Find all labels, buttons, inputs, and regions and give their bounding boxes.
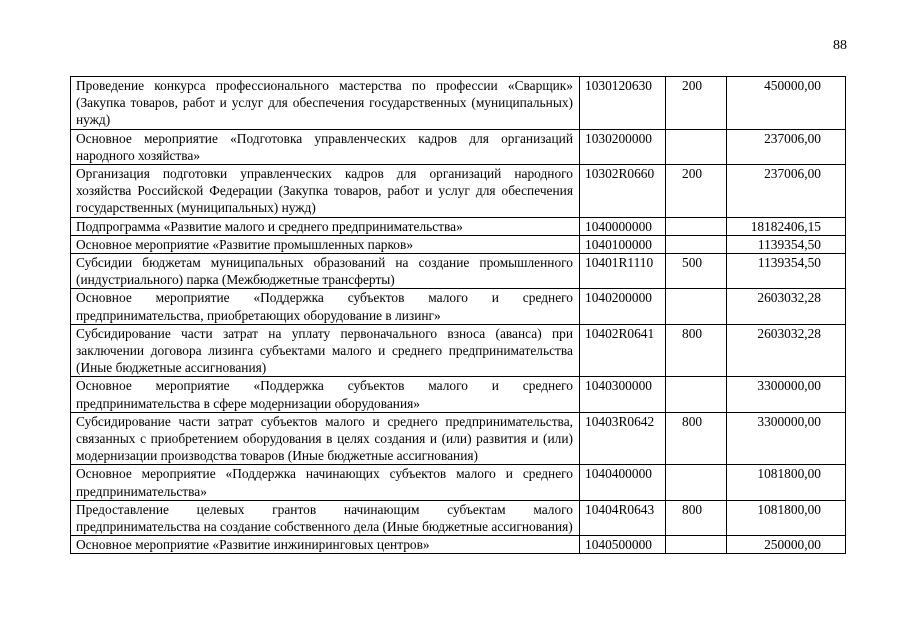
table-row-4 [71, 217, 846, 235]
row-name-cell: Основное мероприятие «Поддержка субъектов малого и среднего предпринимательства, приобретающих оборудование в лизинг» [71, 289, 580, 324]
row-sum-cell: 237006,00 [727, 165, 846, 218]
table-row-7 [71, 289, 846, 324]
row-code-cell: 1030200000 [580, 129, 666, 164]
table-row-11 [71, 465, 846, 500]
row-sum-cell: 2603032,28 [727, 289, 846, 324]
row-expense-type-cell: 200 [666, 165, 727, 218]
row-expense-type-cell: 200 [666, 77, 727, 130]
table-row-2 [71, 129, 846, 164]
row-code-cell: 1040100000 [580, 235, 666, 253]
row-sum-cell: 18182406,15 [727, 217, 846, 235]
row-name-cell: Организация подготовки управленческих кадров для организаций народного хозяйства Российской Федерации (Закупка товаров, работ и услуг для обеспечения государственных (муниципальных) нужд) [71, 165, 580, 218]
row-name-cell: Проведение конкурса профессионального мастерства по профессии «Сварщик» (Закупка товаров, работ и услуг для обеспечения государственных (муниципальных) нужд) [71, 77, 580, 130]
table-row-8 [71, 324, 846, 377]
row-code-cell: 1040200000 [580, 289, 666, 324]
row-expense-type-cell [666, 129, 727, 164]
row-expense-type-cell [666, 377, 727, 412]
row-code-cell: 1040000000 [580, 217, 666, 235]
table-row-12 [71, 500, 846, 535]
budget-table [70, 76, 846, 554]
row-expense-type-cell: 800 [666, 412, 727, 465]
table-row-5 [71, 235, 846, 253]
table-row-3 [71, 165, 846, 218]
row-name-cell: Основное мероприятие «Поддержка субъектов малого и среднего предпринимательства в сфере модернизации оборудования» [71, 377, 580, 412]
row-expense-type-cell: 800 [666, 500, 727, 535]
table-row-10 [71, 412, 846, 465]
row-sum-cell: 2603032,28 [727, 324, 846, 377]
row-code-cell: 1040500000 [580, 536, 666, 554]
table-row-13 [71, 536, 846, 554]
row-name-cell: Основное мероприятие «Поддержка начинающих субъектов малого и среднего предпринимательства» [71, 465, 580, 500]
row-sum-cell: 1081800,00 [727, 465, 846, 500]
row-sum-cell: 250000,00 [727, 536, 846, 554]
row-code-cell: 1040400000 [580, 465, 666, 500]
row-sum-cell: 450000,00 [727, 77, 846, 130]
row-name-cell: Основное мероприятие «Развитие промышленных парков» [71, 235, 580, 253]
page-number: 88 [833, 38, 847, 53]
row-expense-type-cell [666, 235, 727, 253]
table-row-6 [71, 254, 846, 289]
row-expense-type-cell [666, 289, 727, 324]
row-name-cell: Предоставление целевых грантов начинающим субъектам малого предпринимательства на создание собственного дела (Иные бюджетные ассигнования) [71, 500, 580, 535]
row-sum-cell: 1081800,00 [727, 500, 846, 535]
row-name-cell: Субсидии бюджетам муниципальных образований на создание промышленного (индустриального) парка (Межбюджетные трансферты) [71, 254, 580, 289]
table-row-1 [71, 77, 846, 130]
row-expense-type-cell [666, 217, 727, 235]
row-sum-cell: 1139354,50 [727, 235, 846, 253]
row-code-cell: 10402R0641 [580, 324, 666, 377]
row-code-cell: 10403R0642 [580, 412, 666, 465]
row-name-cell: Основное мероприятие «Подготовка управленческих кадров для организаций народного хозяйства» [71, 129, 580, 164]
row-expense-type-cell [666, 536, 727, 554]
table-row-9 [71, 377, 846, 412]
row-code-cell: 1030120630 [580, 77, 666, 130]
row-expense-type-cell: 500 [666, 254, 727, 289]
row-expense-type-cell: 800 [666, 324, 727, 377]
row-code-cell: 10302R0660 [580, 165, 666, 218]
row-sum-cell: 1139354,50 [727, 254, 846, 289]
row-name-cell: Основное мероприятие «Развитие инжиниринговых центров» [71, 536, 580, 554]
row-name-cell: Субсидирование части затрат субъектов малого и среднего предпринимательства, связанных с приобретением оборудования в целях создания и (или) развития и (или) модернизации производства товаров (Иные бюджетные ассигнования) [71, 412, 580, 465]
row-code-cell: 1040300000 [580, 377, 666, 412]
row-sum-cell: 3300000,00 [727, 412, 846, 465]
row-name-cell: Субсидирование части затрат на уплату первоначального взноса (аванса) при заключении договора лизинга субъектами малого и среднего предпринимательства (Иные бюджетные ассигнования) [71, 324, 580, 377]
row-code-cell: 10404R0643 [580, 500, 666, 535]
row-code-cell: 10401R1110 [580, 254, 666, 289]
row-sum-cell: 237006,00 [727, 129, 846, 164]
row-name-cell: Подпрограмма «Развитие малого и среднего предпринимательства» [71, 217, 580, 235]
row-sum-cell: 3300000,00 [727, 377, 846, 412]
row-expense-type-cell [666, 465, 727, 500]
budget-table-body [71, 77, 846, 554]
